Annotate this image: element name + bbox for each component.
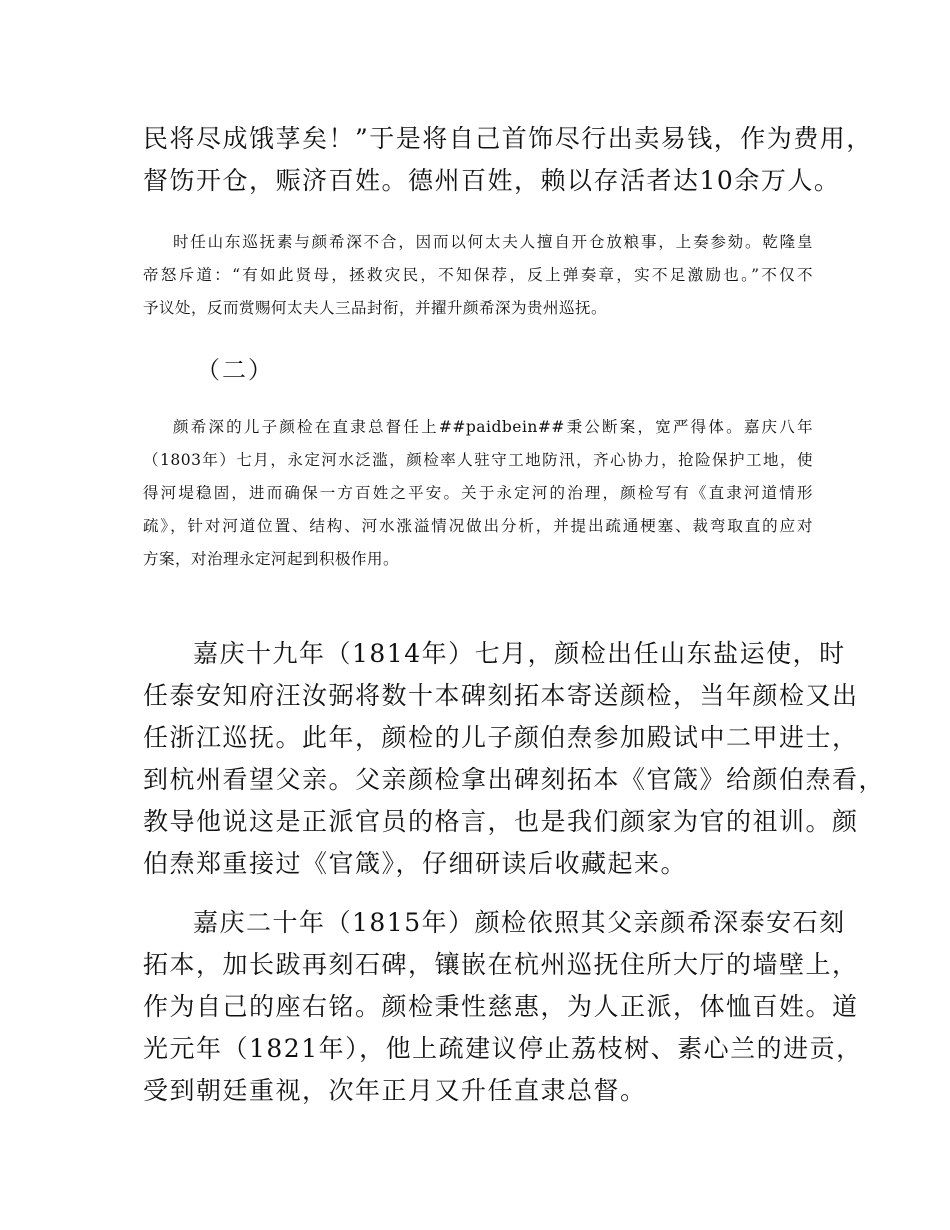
paragraph-line: 督饬开仓，赈济百姓。德州百姓，赖以存活者达10余万人。 bbox=[143, 166, 841, 195]
paragraph-line: 到杭州看望父亲。父亲颜检拿出碑刻拓本《官箴》给颜伯焘看， bbox=[143, 765, 886, 794]
paragraph-2 bbox=[143, 226, 813, 325]
paragraph-line: 伯焘郑重接过《官箴》，仔细研读后收藏起来。 bbox=[143, 849, 688, 878]
paragraph-line: 予议处，反而赏赐何太夫人三品封衔，并擢升颜希深为贵州巡抚。 bbox=[143, 299, 608, 317]
paragraph-line: 民将尽成饿莩矣！”于是将自己首饰尽行出卖易钱，作为费用， bbox=[143, 124, 873, 153]
paragraph-line: 作为自己的座右铭。颜检秉性慈惠，为人正派，体恤百姓。道 bbox=[143, 992, 859, 1021]
section-heading: （二） bbox=[196, 356, 274, 384]
paragraph-line: 受到朝廷重视，次年正月又升任直隶总督。 bbox=[143, 1076, 647, 1105]
paragraph-5 bbox=[143, 902, 863, 1112]
paragraph-line: 得河堤稳固，进而确保一方百姓之平安。关于永定河的治理，颜检写有《直隶河道情形 bbox=[143, 484, 813, 502]
paragraph-line: 帝怒斥道：“有如此贤母，拯救灾民，不知保荐，反上弹奏章，实不足激励也。”不仅不 bbox=[143, 266, 813, 284]
paragraph-line: 嘉庆十九年（1814年）七月，颜检出任山东盐运使，时 bbox=[193, 639, 846, 668]
paragraph-1 bbox=[143, 118, 873, 202]
paragraph-line: 颜希深的儿子颜检在直隶总督任上##paidbein##秉公断案，宽严得体。嘉庆八年 bbox=[173, 418, 813, 436]
paragraph-line: 嘉庆二十年（1815年）颜检依照其父亲颜希深泰安石刻 bbox=[193, 908, 846, 937]
paragraph-4 bbox=[143, 633, 886, 885]
paragraph-line: 疏》，针对河道位置、结构、河水涨溢情况做出分析，并提出疏通梗塞、裁弯取直的应对 bbox=[143, 517, 813, 535]
paragraph-line: 时任山东巡抚素与颜希深不合，因而以何太夫人擅自开仓放粮事，上奏参劾。乾隆皇 bbox=[173, 233, 813, 251]
paragraph-line: （1803年）七月，永定河水泛滥，颜检率人驻守工地防汛，齐心协力，抢险保护工地，使 bbox=[143, 451, 813, 469]
paragraph-line: 光元年（1821年），他上疏建议停止荔枝树、素心兰的进贡， bbox=[143, 1034, 863, 1063]
paragraph-line: 任浙江巡抚。此年，颜检的儿子颜伯焘参加殿试中二甲进士， bbox=[143, 723, 859, 752]
paragraph-3 bbox=[143, 411, 813, 576]
paragraph-line: 方案，对治理永定河起到积极作用。 bbox=[143, 550, 400, 568]
paragraph-line: 任泰安知府汪汝弼将数十本碑刻拓本寄送颜检，当年颜检又出 bbox=[143, 681, 859, 710]
paragraph-line: 教导他说这是正派官员的格言，也是我们颜家为官的祖训。颜 bbox=[143, 807, 859, 836]
paragraph-line: 拓本，加长跋再刻石碑，镶嵌在杭州巡抚住所大厅的墙壁上， bbox=[143, 950, 859, 979]
